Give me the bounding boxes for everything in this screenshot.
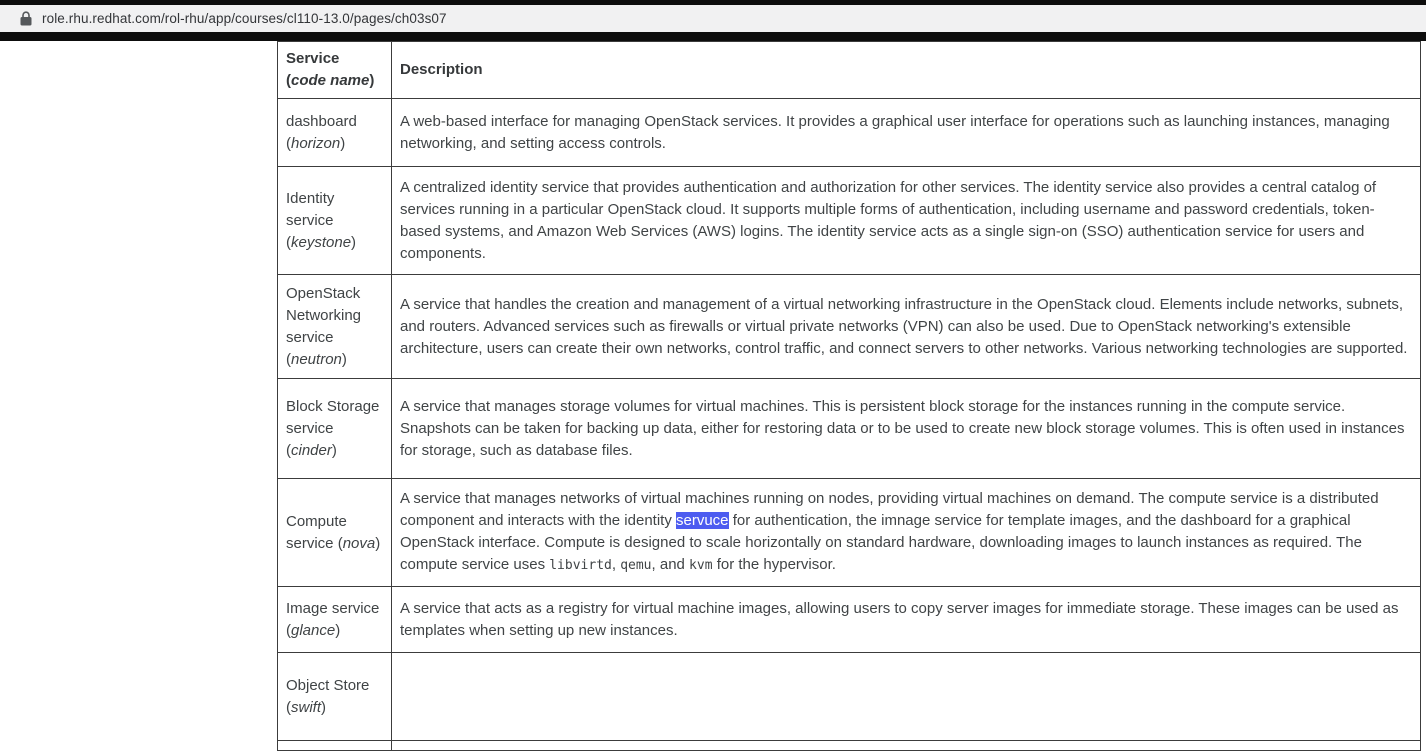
col-header-service xyxy=(278,42,392,99)
table-row-dashboard xyxy=(278,99,1421,167)
service-name: OpenStack Networking service xyxy=(286,284,362,346)
code-term-qemu: qemu xyxy=(620,558,652,573)
code-term-libvirtd: libvirtd xyxy=(549,558,612,573)
service-name: Compute service xyxy=(286,512,347,552)
table-row-partial xyxy=(278,741,1421,751)
service-name: Block Storage service xyxy=(286,397,380,437)
table-row-image xyxy=(278,587,1421,653)
service-code-name: (swift) xyxy=(286,698,326,716)
service-cell xyxy=(278,275,392,379)
description-text: A service that manages storage volumes for virtual machines. This is persistent block storage for the instances running in the compute service. Snapshots can be taken for backing up data, either for restoring data or to be used to create new block storage volumes. This is often used in instances for storage, such as database files. xyxy=(400,397,1405,459)
service-code-name: (horizon) xyxy=(286,134,346,152)
page-content xyxy=(0,41,1426,751)
browser-frame-bottom xyxy=(0,32,1426,41)
service-cell xyxy=(278,379,392,479)
description-cell xyxy=(392,479,1421,587)
table-row-identity xyxy=(278,167,1421,275)
description-text: A service that acts as a registry for virtual machine images, allowing users to copy server images for immediate storage. These images can be used as templates when setting up new instances. xyxy=(400,599,1399,639)
description-cell xyxy=(392,587,1421,653)
service-cell xyxy=(278,479,392,587)
code-name-header: (code name) xyxy=(286,72,375,89)
address-bar[interactable] xyxy=(0,5,1426,32)
service-cell xyxy=(278,587,392,653)
service-cell xyxy=(278,167,392,275)
service-name: Identity service xyxy=(286,189,335,229)
url-text[interactable]: role.rhu.redhat.com/rol-rhu/app/courses/cl110-13.0/pages/ch03s07 xyxy=(42,11,447,26)
table-row-object-store xyxy=(278,653,1421,741)
service-cell xyxy=(278,653,392,741)
service-code-name: (glance) xyxy=(286,621,341,639)
table-row-block-storage xyxy=(278,379,1421,479)
table-row-networking xyxy=(278,275,1421,379)
service-name: Image service xyxy=(286,599,380,617)
service-cell xyxy=(278,99,392,167)
service-name: dashboard xyxy=(286,112,357,130)
openstack-services-table xyxy=(277,41,1421,751)
description-text: A service that manages networks of virtual machines running on nodes, providing virtual machines on demand. The compute service is a distributed component and interacts with the identity servuce for authentication, the imnage service for template images, and the dashboard for a graphical OpenStack interface. Compute is designed to scale horizontally on standard hardware, downloading images to launch instances as required. The compute service uses libvirtd, qemu, and kvm for the hypervisor. xyxy=(400,490,1379,573)
service-cell xyxy=(278,741,392,751)
service-code-name: (nova) xyxy=(337,534,381,552)
service-code-name: (keystone) xyxy=(286,233,357,251)
service-code-name: (cinder) xyxy=(286,441,337,459)
description-header-label: Description xyxy=(400,61,483,78)
col-header-description xyxy=(392,42,1421,99)
description-cell xyxy=(392,167,1421,275)
description-cell xyxy=(392,275,1421,379)
table-header-row xyxy=(278,42,1421,99)
service-header-label: Service xyxy=(286,50,340,67)
service-code-name: (neutron) xyxy=(286,350,347,368)
description-cell xyxy=(392,741,1421,751)
description-text: A centralized identity service that provides authentication and authorization for other services. The identity service also provides a central catalog of services running in a particular OpenStack cloud. It supports multiple forms of authentication, including username and password credentials, token-based systems, and Amazon Web Services (AWS) logins. The identity service acts as a single sign-on (SSO) authentication service for users and components. xyxy=(400,178,1377,262)
code-term-kvm: kvm xyxy=(689,558,713,573)
selected-text-highlight: servuce xyxy=(676,512,729,529)
table-row-compute xyxy=(278,479,1421,587)
description-cell xyxy=(392,99,1421,167)
lock-icon xyxy=(20,11,32,26)
description-cell xyxy=(392,379,1421,479)
description-text: A web-based interface for managing OpenStack services. It provides a graphical user interface for operations such as launching instances, managing networking, and setting access controls. xyxy=(400,112,1390,152)
service-name: Object Store xyxy=(286,676,370,694)
description-cell xyxy=(392,653,1421,741)
description-text: A service that handles the creation and management of a virtual networking infrastructure in the OpenStack cloud. Elements include networks, subnets, and routers. Advanced services such as firewalls or virtual private networks (VPN) can also be used. Due to OpenStack networking's extensible architecture, users can create their own networks, control traffic, and connect servers to other networks. Various networking technologies are supported. xyxy=(400,295,1408,357)
